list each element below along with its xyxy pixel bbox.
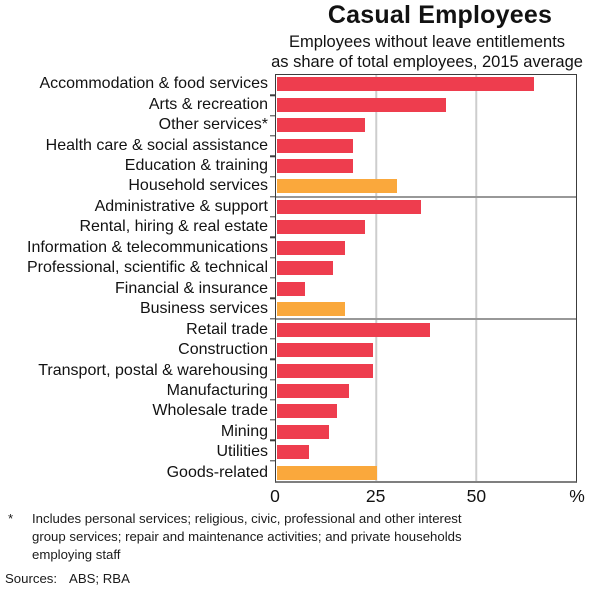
category-label: Business services bbox=[139, 300, 268, 318]
x-tick-label: 50 bbox=[466, 486, 487, 506]
bar-row bbox=[0, 381, 600, 401]
x-axis-unit-label: % bbox=[569, 486, 585, 506]
bar-red bbox=[277, 118, 366, 132]
chart-subtitle-line-2: as share of total employees, 2015 average bbox=[271, 53, 583, 71]
bar-zone bbox=[275, 340, 577, 360]
bar-zone bbox=[275, 401, 577, 421]
bar-red bbox=[277, 98, 446, 112]
x-axis-labels bbox=[270, 486, 585, 508]
bar-red bbox=[277, 282, 305, 296]
bar-row bbox=[0, 197, 600, 217]
bar-row bbox=[0, 135, 600, 155]
category-label: Mining bbox=[220, 422, 268, 440]
category-label: Professional, scientific & technical bbox=[27, 259, 268, 277]
chart-title: Casual Employees bbox=[327, 1, 553, 29]
bar-red bbox=[277, 77, 535, 91]
chart-subtitle-line-1: Employees without leave entitlements bbox=[288, 33, 566, 51]
footnote bbox=[8, 510, 462, 564]
category-label: Health care & social assistance bbox=[45, 136, 268, 154]
bar-zone bbox=[275, 299, 577, 319]
bar-zone bbox=[275, 217, 577, 237]
bar-red bbox=[277, 404, 337, 418]
bar-red bbox=[277, 159, 354, 173]
bar-row bbox=[0, 319, 600, 339]
bar-zone bbox=[275, 463, 577, 483]
bar-row bbox=[0, 238, 600, 258]
bar-row bbox=[0, 74, 600, 94]
footnote-marker: * bbox=[8, 511, 14, 526]
bar-zone bbox=[275, 94, 577, 114]
x-tick-label: 0 bbox=[270, 486, 280, 506]
category-label: Wholesale trade bbox=[152, 402, 268, 420]
bar-zone bbox=[275, 360, 577, 380]
bar-orange bbox=[277, 302, 345, 316]
category-label: Retail trade bbox=[186, 320, 268, 338]
bar-orange bbox=[277, 466, 378, 480]
sources-label: Sources: bbox=[5, 571, 58, 586]
bar-row bbox=[0, 360, 600, 380]
bar-red bbox=[277, 323, 430, 337]
bar-zone bbox=[275, 156, 577, 176]
footnote-line: Includes personal services; religious, civic, professional and other interest bbox=[32, 511, 462, 526]
category-label: Household services bbox=[128, 177, 268, 195]
bar-row bbox=[0, 442, 600, 462]
category-label: Financial & insurance bbox=[115, 279, 268, 297]
bar-zone bbox=[275, 74, 577, 94]
bar-row bbox=[0, 217, 600, 237]
bar-zone bbox=[275, 319, 577, 339]
bar-zone bbox=[275, 279, 577, 299]
x-tick-label: 25 bbox=[365, 486, 386, 506]
bar-row bbox=[0, 463, 600, 483]
category-label: Other services* bbox=[158, 116, 268, 134]
bar-zone bbox=[275, 422, 577, 442]
bar-red bbox=[277, 445, 309, 459]
bar-zone bbox=[275, 176, 577, 196]
footnote-line: group services; repair and maintenance activities; and private households bbox=[32, 529, 462, 544]
bar-red bbox=[277, 220, 366, 234]
bar-row bbox=[0, 258, 600, 278]
bar-orange bbox=[277, 179, 398, 193]
bar-red bbox=[277, 384, 349, 398]
sources-value: ABS; RBA bbox=[69, 571, 130, 586]
bar-red bbox=[277, 261, 333, 275]
bar-row bbox=[0, 156, 600, 176]
bar-row bbox=[0, 299, 600, 319]
bar-red bbox=[277, 364, 374, 378]
category-label: Utilities bbox=[216, 443, 268, 461]
category-label: Arts & recreation bbox=[148, 95, 268, 113]
category-label: Manufacturing bbox=[166, 382, 268, 400]
bar-zone bbox=[275, 197, 577, 217]
bar-zone bbox=[275, 258, 577, 278]
bar-row bbox=[0, 401, 600, 421]
sources bbox=[5, 571, 130, 586]
bar-zone bbox=[275, 238, 577, 258]
category-label: Goods-related bbox=[166, 463, 268, 481]
footnote-line: employing staff bbox=[32, 547, 121, 562]
bar-row bbox=[0, 115, 600, 135]
bar-zone bbox=[275, 115, 577, 135]
bar-red bbox=[277, 343, 374, 357]
bar-row bbox=[0, 279, 600, 299]
category-label: Education & training bbox=[124, 157, 268, 175]
rows bbox=[0, 74, 600, 483]
bar-zone bbox=[275, 135, 577, 155]
category-label: Administrative & support bbox=[94, 197, 268, 215]
bar-zone bbox=[275, 442, 577, 462]
bar-row bbox=[0, 340, 600, 360]
bar-red bbox=[277, 139, 354, 153]
bar-red bbox=[277, 200, 422, 214]
bar-row bbox=[0, 94, 600, 114]
category-label: Accommodation & food services bbox=[39, 75, 268, 93]
bar-red bbox=[277, 241, 345, 255]
bar-zone bbox=[275, 381, 577, 401]
category-label: Transport, postal & warehousing bbox=[38, 361, 268, 379]
footnote-text bbox=[32, 510, 462, 564]
category-label: Rental, hiring & real estate bbox=[79, 218, 268, 236]
category-label: Construction bbox=[178, 341, 268, 359]
bar-row bbox=[0, 176, 600, 196]
category-label: Information & telecommunications bbox=[27, 238, 268, 256]
bar-row bbox=[0, 422, 600, 442]
bar-red bbox=[277, 425, 329, 439]
